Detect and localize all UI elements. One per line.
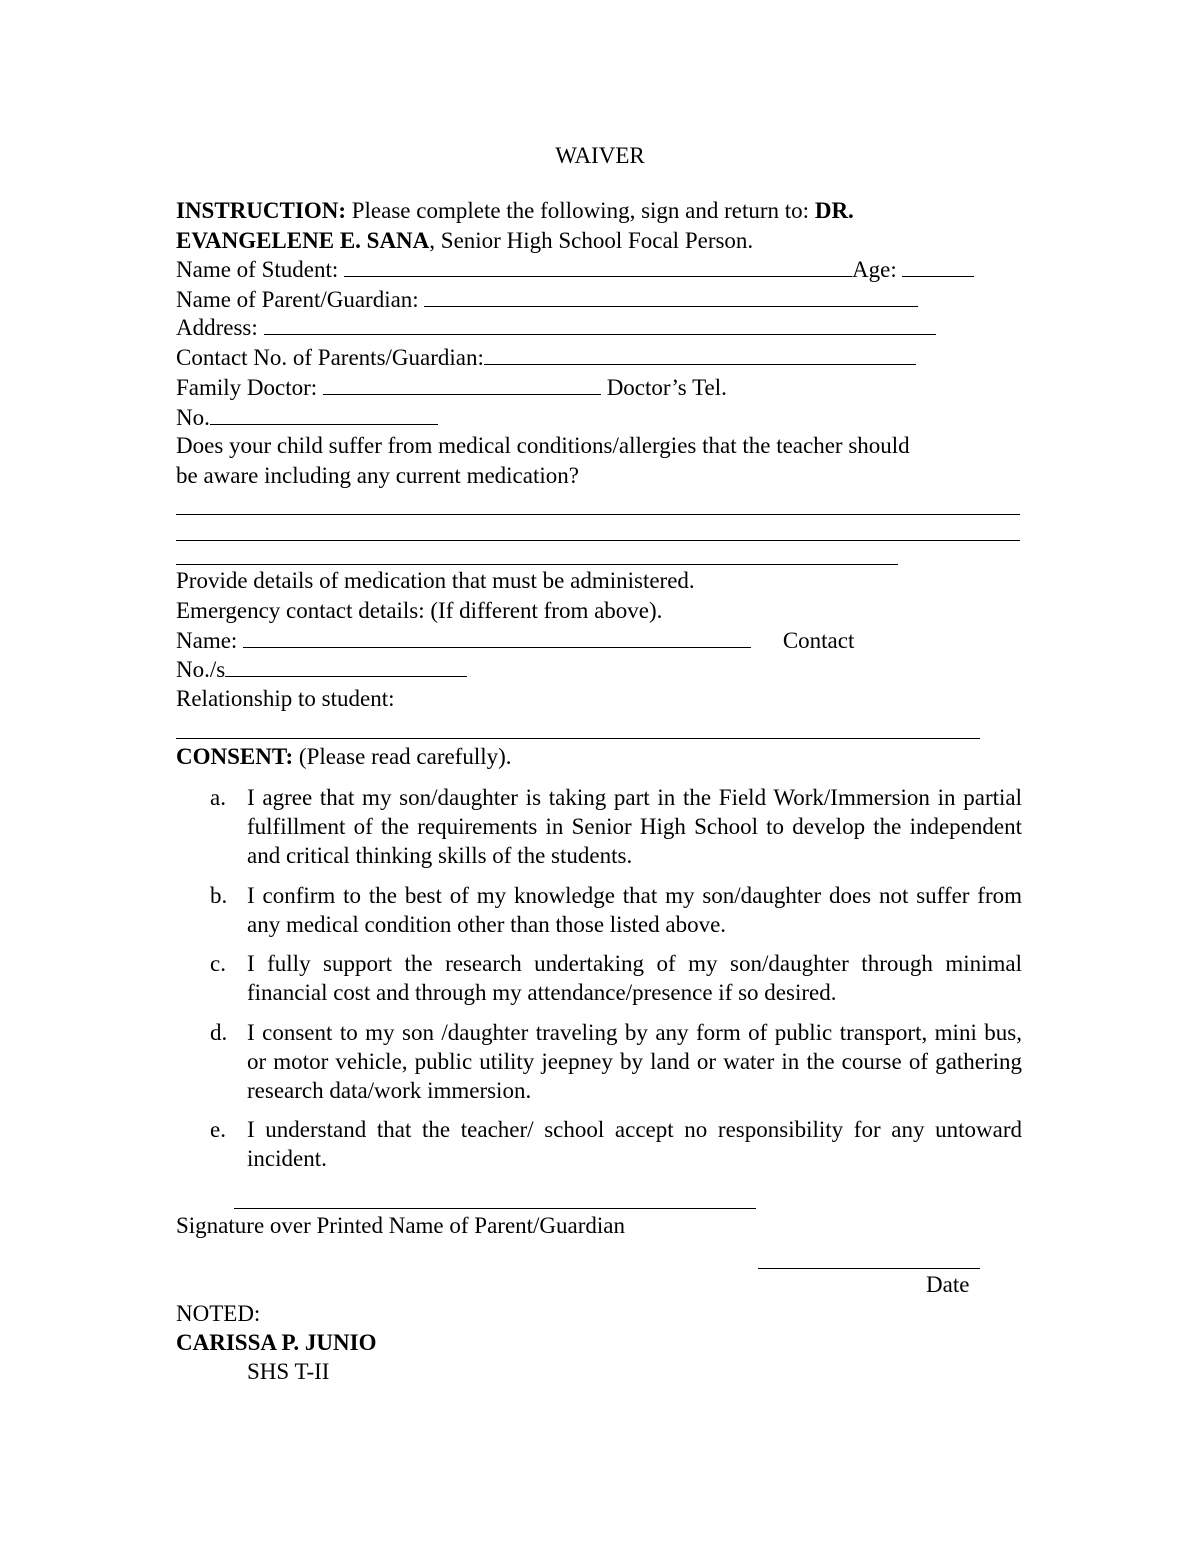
signature-label: Signature over Printed Name of Parent/Guardian [176, 1213, 626, 1238]
consent-item-b [210, 881, 1022, 939]
consent-item-letter: a. [210, 785, 226, 810]
parent-name-label: Name of Parent/Guardian: [176, 287, 419, 312]
date-line[interactable] [758, 1268, 980, 1269]
noted-label: NOTED: [176, 1301, 261, 1326]
consent-item-letter: e. [210, 1117, 226, 1142]
emergency-name-row [176, 627, 854, 655]
medication-details: Provide details of medication that must be administered. [176, 568, 695, 593]
consent-item-a [210, 783, 1022, 870]
address-label: Address: [176, 315, 258, 340]
medical-answer-line-3[interactable] [176, 564, 898, 565]
consent-item-text: I consent to my son /daughter traveling by any form of public transport, mini bus, or motor vehicle, public utility jeepney by land or water in the course of gathering research data/work immersion. [247, 1020, 1022, 1103]
address-row [176, 314, 936, 342]
emergency-contact-label: Contact [782, 628, 855, 653]
parent-name-row [176, 286, 918, 314]
relationship-field[interactable] [176, 738, 980, 739]
parent-name-field[interactable] [424, 286, 918, 307]
emergency-contact-no-row [176, 656, 467, 684]
consent-item-e [210, 1115, 1022, 1173]
consent-item-letter: b. [210, 883, 228, 908]
emergency-name-label: Name: [176, 628, 238, 653]
contact-field[interactable] [484, 344, 916, 365]
contact-row [176, 344, 916, 372]
family-doctor-field[interactable] [323, 374, 601, 395]
doctor-no-field[interactable] [210, 404, 438, 425]
recipient-dr: DR. [814, 198, 854, 223]
consent-heading [176, 743, 512, 771]
student-name-row [176, 256, 974, 284]
age-label: Age: [852, 257, 897, 282]
emergency-heading: Emergency contact details: (If different from above). [176, 598, 663, 623]
medical-answer-line-2[interactable] [176, 540, 1020, 541]
consent-item-text: I fully support the research undertaking of my son/daughter through minimal financial cost and through my attendance/presence if so desired. [247, 951, 1022, 1005]
waiver-title: WAIVER [555, 143, 645, 168]
consent-note: (Please read carefully). [293, 744, 512, 769]
recipient-name: EVANGELENE E. SANA [176, 228, 430, 253]
instruction-text: Please complete the following, sign and return to: [345, 198, 815, 223]
consent-item-text: I understand that the teacher/ school accept no responsibility for any untoward incident. [247, 1117, 1022, 1171]
doctor-no-label: No. [176, 405, 210, 430]
consent-label: CONSENT: [176, 744, 294, 769]
medical-question-2: be aware including any current medication? [176, 463, 579, 488]
doctor-no-row [176, 404, 438, 432]
student-name-field[interactable] [344, 256, 852, 277]
emergency-contact-no-field[interactable] [225, 656, 467, 677]
contact-label: Contact No. of Parents/Guardian: [176, 345, 484, 370]
doctor-tel-label: Doctor’s Tel. [606, 375, 727, 400]
instruction-line-1 [176, 197, 854, 225]
consent-item-d [210, 1018, 1022, 1105]
signature-line[interactable] [234, 1208, 756, 1209]
recipient-role: , Senior High School Focal Person. [429, 228, 754, 253]
medical-question-1: Does your child suffer from medical conditions/allergies that the teacher should [176, 433, 910, 458]
instruction-line-2 [176, 227, 753, 255]
address-field[interactable] [264, 314, 936, 335]
consent-item-text: I confirm to the best of my knowledge that my son/daughter does not suffer from any medical condition other than those listed above. [247, 883, 1022, 937]
noted-name: CARISSA P. JUNIO [176, 1330, 377, 1355]
relationship-label: Relationship to student: [176, 686, 395, 711]
consent-item-c [210, 949, 1022, 1007]
family-doctor-label: Family Doctor: [176, 375, 318, 400]
consent-item-text: I agree that my son/daughter is taking part in the Field Work/Immersion in partial fulfillment of the requirements in Senior High School to develop the independent and critical thinking skills of the students. [247, 785, 1022, 868]
family-doctor-row [176, 374, 727, 402]
age-field[interactable] [902, 256, 974, 277]
student-name-label: Name of Student: [176, 257, 339, 282]
emergency-contact-no-label: No./s [176, 657, 226, 682]
emergency-name-field[interactable] [243, 627, 751, 648]
noted-position: SHS T-II [247, 1359, 330, 1384]
medical-answer-line-1[interactable] [176, 514, 1020, 515]
consent-item-letter: d. [210, 1020, 228, 1045]
date-label: Date [926, 1272, 970, 1297]
consent-item-letter: c. [210, 951, 226, 976]
instruction-label: INSTRUCTION: [176, 198, 346, 223]
